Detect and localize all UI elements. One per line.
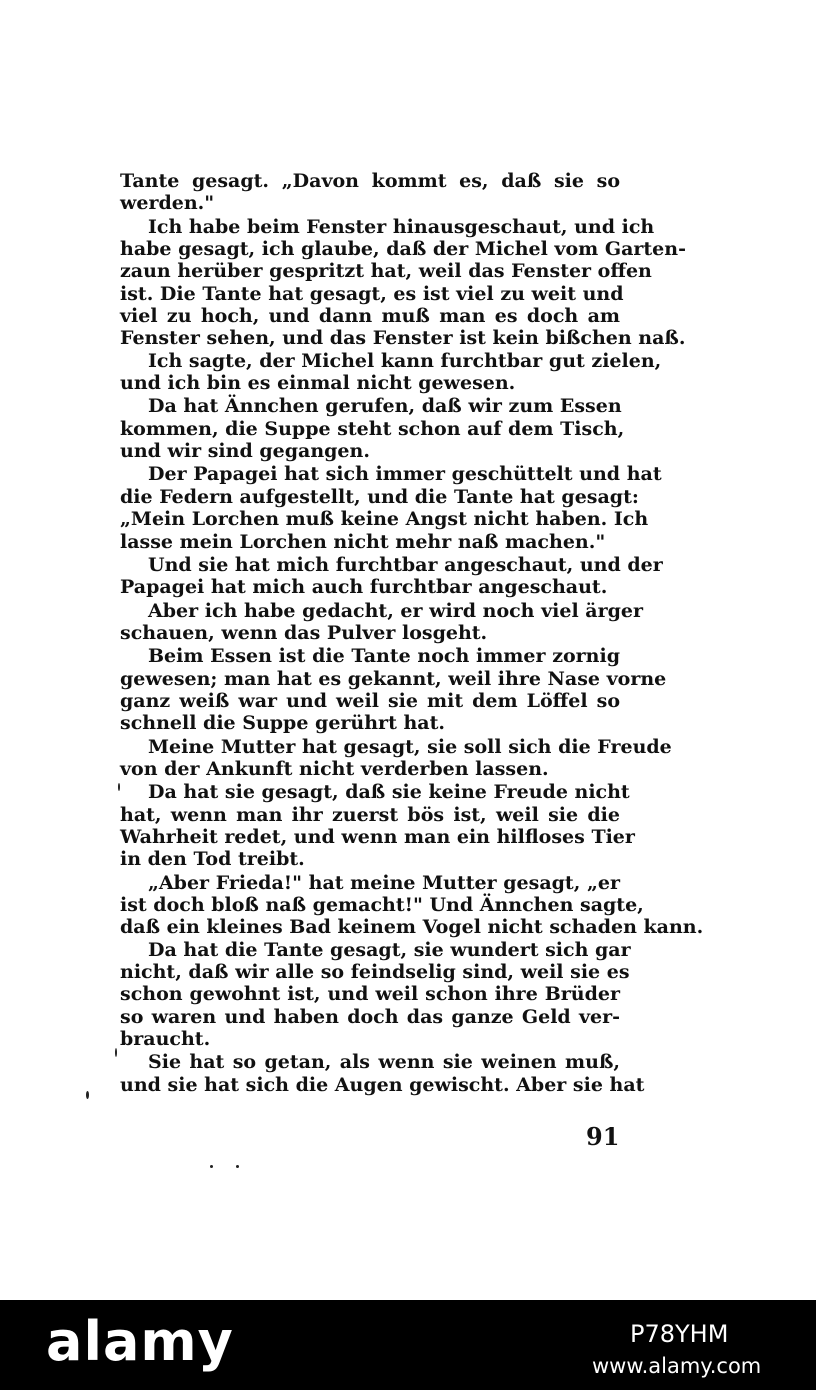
scan-speck bbox=[236, 1165, 239, 1168]
text-line: daß ein kleines Bad keinem Vogel nicht schaden kann. bbox=[120, 916, 704, 939]
text-line: Da hat die Tante gesagt, sie wundert sich gar bbox=[148, 938, 631, 961]
text-line: ist doch bloß naß gemacht!" Und Ännchen sagte, bbox=[120, 894, 644, 916]
text-line: zaun herüber gespritzt hat, weil das Fenster offen bbox=[120, 260, 652, 283]
body-text bbox=[120, 170, 704, 1096]
page-number: 91 bbox=[586, 1122, 620, 1151]
text-line: ist. Die Tante hat gesagt, es ist viel zu weit und bbox=[120, 282, 624, 305]
text-line: von der Ankunft nicht verderben lassen. bbox=[120, 757, 549, 780]
text-line: und wir sind gegangen. bbox=[120, 440, 370, 463]
scan-speck bbox=[118, 783, 120, 791]
watermark-url: www.alamy.com bbox=[592, 1354, 762, 1378]
text-line: werden." bbox=[120, 192, 215, 215]
text-line: schnell die Suppe gerührt hat. bbox=[120, 712, 445, 735]
text-line: Ich habe beim Fenster hinausgeschaut, und ich bbox=[148, 215, 655, 238]
scan-speck bbox=[86, 1091, 89, 1099]
text-line: „Aber Frieda!" hat meine Mutter gesagt, „er bbox=[148, 871, 620, 894]
image-id: P78YHM bbox=[630, 1320, 729, 1348]
text-line: und sie hat sich die Augen gewischt. Aber sie hat bbox=[120, 1073, 645, 1096]
text-line: Beim Essen ist die Tante noch immer zornig bbox=[148, 645, 620, 668]
text-line: nicht, daß wir alle so feindselig sind, weil sie es bbox=[120, 961, 630, 984]
text-line: Aber ich habe gedacht, er wird noch viel ärger bbox=[148, 599, 643, 622]
text-line: kommen, die Suppe steht schon auf dem Tisch, bbox=[120, 417, 625, 440]
text-line: lasse mein Lorchen nicht mehr naß machen." bbox=[120, 530, 606, 553]
text-line: Tante gesagt. „Davon kommt es, daß sie so bbox=[120, 170, 620, 192]
text-line: Da hat Ännchen gerufen, daß wir zum Essen bbox=[148, 395, 622, 418]
text-line: Papagei hat mich auch furchtbar angeschaut. bbox=[120, 576, 608, 599]
text-line: schauen, wenn das Pulver losgeht. bbox=[120, 621, 488, 644]
alamy-logo: alamy bbox=[46, 1310, 234, 1373]
text-line: Sie hat so getan, als wenn sie weinen muß, bbox=[148, 1051, 620, 1074]
text-line: die Federn aufgestellt, und die Tante hat gesagt: bbox=[120, 485, 639, 508]
text-line: Wahrheit redet, und wenn man ein hilfloses Tier bbox=[120, 825, 635, 848]
scan-speck bbox=[210, 1165, 213, 1168]
text-line: ganz weiß war und weil sie mit dem Löffel so bbox=[120, 689, 620, 712]
text-line: Meine Mutter hat gesagt, sie soll sich die Freude bbox=[148, 735, 672, 758]
text-line: „Mein Lorchen muß keine Angst nicht haben. Ich bbox=[120, 508, 649, 531]
text-line: Ich sagte, der Michel kann furchtbar gut zielen, bbox=[148, 349, 662, 372]
text-line: Der Papagei hat sich immer geschüttelt und hat bbox=[148, 463, 662, 486]
scan-speck bbox=[115, 1048, 117, 1057]
text-line: habe gesagt, ich glaube, daß der Michel vom Garten- bbox=[120, 238, 686, 261]
text-line: und ich bin es einmal nicht gewesen. bbox=[120, 372, 516, 395]
text-line: hat, wenn man ihr zuerst bös ist, weil sie die bbox=[120, 803, 620, 826]
text-line: Und sie hat mich furchtbar angeschaut, und der bbox=[148, 553, 663, 576]
text-line: schon gewohnt ist, und weil schon ihre Brüder bbox=[120, 983, 620, 1006]
text-line: Da hat sie gesagt, daß sie keine Freude nicht bbox=[148, 781, 630, 804]
text-line: braucht. bbox=[120, 1028, 211, 1051]
text-line: Fenster sehen, und das Fenster ist kein bißchen naß. bbox=[120, 327, 686, 350]
text-line: in den Tod treibt. bbox=[120, 848, 305, 871]
text-line: viel zu hoch, und dann muß man es doch am bbox=[120, 305, 620, 328]
text-line: gewesen; man hat es gekannt, weil ihre Nase vorne bbox=[120, 667, 667, 690]
text-line: so waren und haben doch das ganze Geld ver- bbox=[120, 1005, 620, 1028]
